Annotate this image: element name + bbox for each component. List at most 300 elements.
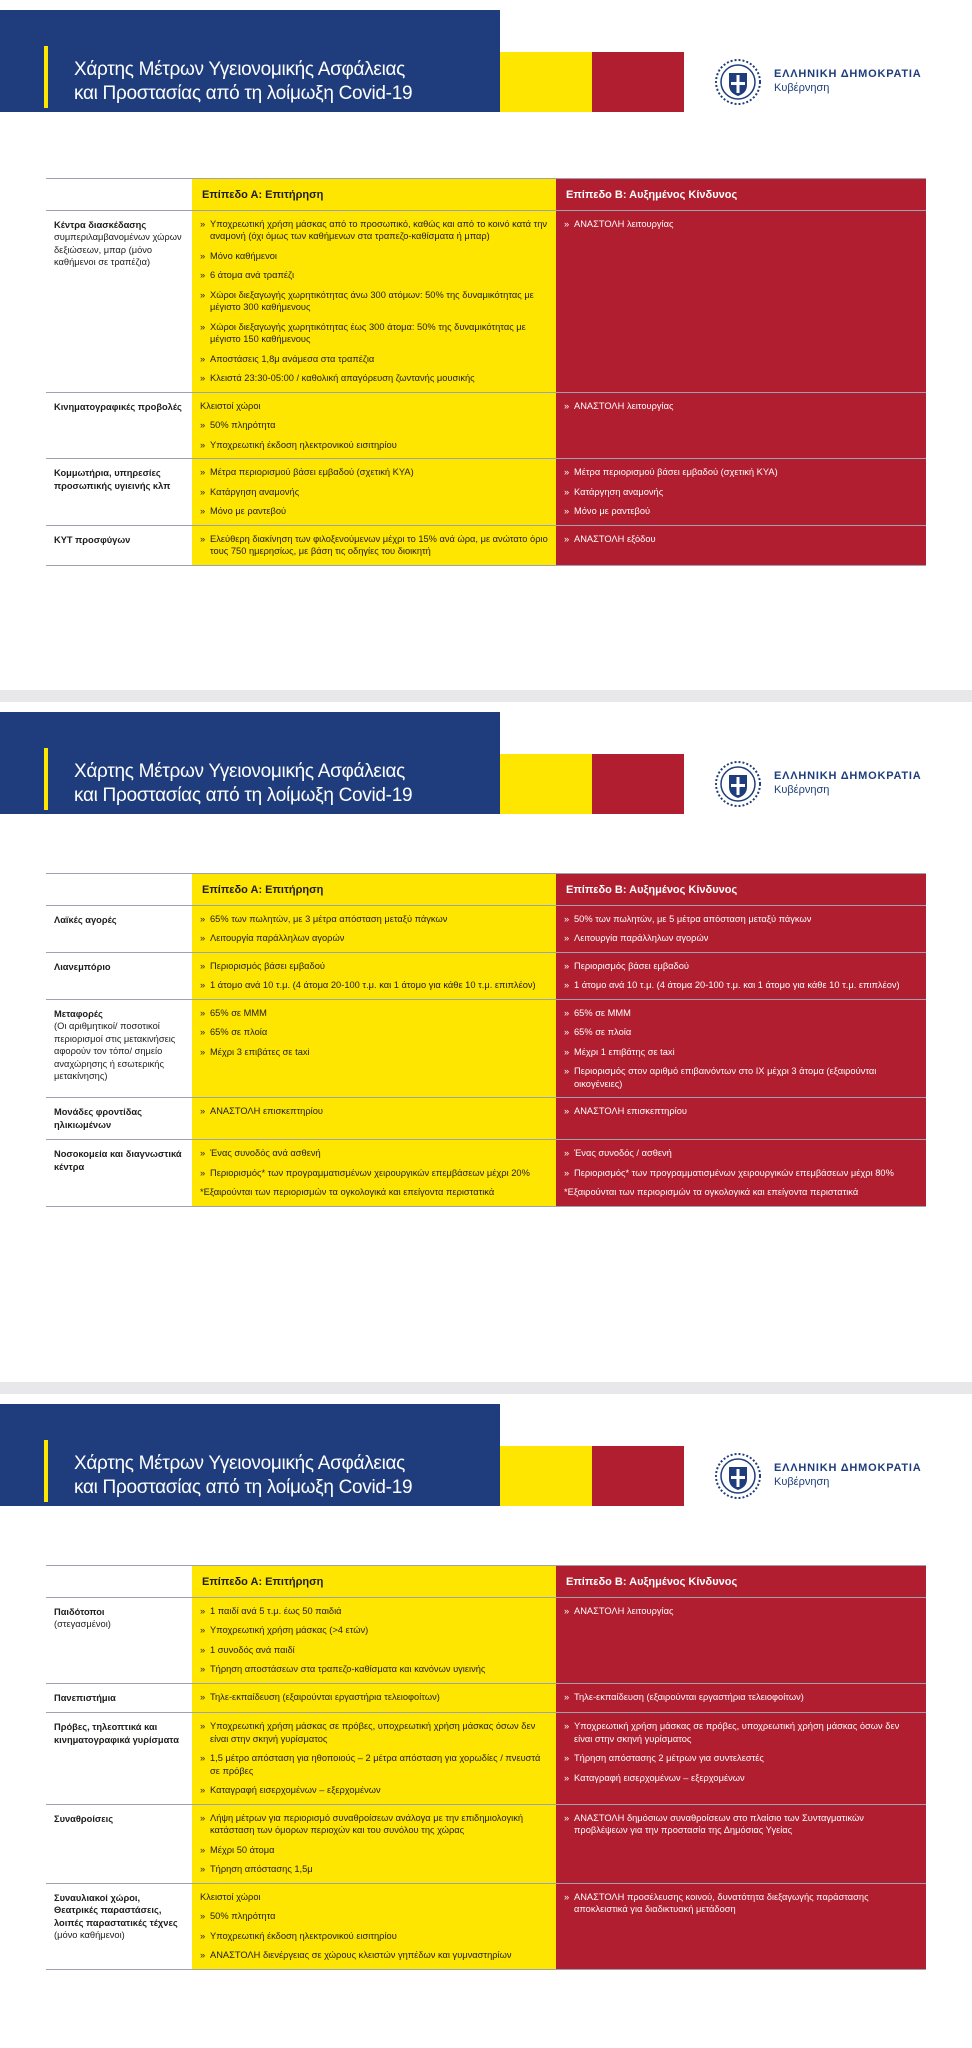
- row-sublabel: (μόνο καθήμενοι): [54, 1930, 125, 1940]
- measure-item: [564, 1167, 918, 1180]
- measure-text: Μέτρα περιορισμού βάσει εμβαδού (σχετική ΚΥΑ): [574, 467, 778, 477]
- measure-text: Χώροι διεξαγωγής χωρητικότητας άνω 300 ατόμων: 50% της δυναμικότητας με μέγιστο 300 καθήμενους: [210, 289, 534, 312]
- measure-text: 65% σε πλοία: [210, 1027, 268, 1037]
- title-line-1: Χάρτης Μέτρων Υγειονομικής Ασφάλειας: [74, 1453, 406, 1474]
- measure-text: 1 άτομο ανά 10 τ.μ. (4 άτομα 20-100 τ.μ. και 1 άτομο για κάθε 10 τ.μ. επιπλέον): [210, 980, 536, 990]
- measure-text: Περιορισμός* των προγραμματισμένων χειρουργικών επεμβάσεων μέχρι 20%: [210, 1167, 530, 1178]
- bullet-icon: »: [564, 218, 570, 229]
- measure-text: 65% σε ΜΜΜ: [574, 1007, 631, 1018]
- measure-item: [200, 372, 548, 385]
- measure-text: Τηλε-εκπαίδευση (εξαιρούνται εργαστήρια τελειοφοίτων): [210, 1691, 440, 1702]
- measure-item: [200, 419, 548, 432]
- measure-item: [564, 1065, 918, 1090]
- measure-text: 50% πληρότητα: [210, 420, 276, 430]
- measure-item: [564, 533, 918, 546]
- measure-text: Μέχρι 3 επιβάτες σε taxi: [210, 1046, 310, 1057]
- gov-line-2: Κυβέρνηση: [774, 1476, 830, 1488]
- bullet-icon: »: [564, 933, 570, 943]
- page-title: [74, 58, 494, 106]
- table-header-row: [46, 874, 926, 906]
- measure-item: [564, 1691, 918, 1704]
- measure-item: [564, 486, 918, 499]
- bullet-icon: »: [200, 486, 206, 497]
- measure-text: Υποχρεωτική χρήση μάσκας σε πρόβες, υποχρεωτική χρήση μάσκας όσων δεν είναι στην σκηνή γυρίσματος: [210, 1721, 536, 1744]
- row-label: Συναθροίσεις: [54, 1813, 114, 1824]
- measure-item: [200, 1663, 548, 1676]
- measure-item: [200, 1752, 548, 1777]
- measure-text: Λήψη μέτρων για περιορισμό συναθροίσεων ανάλογα με την επιδημιολογική κατάσταση των όμορων περιοχών και του συνόλου της χώρας: [210, 1812, 524, 1835]
- level-a-cell: [192, 1683, 556, 1713]
- bullet-icon: »: [200, 960, 206, 971]
- bullet-icon: »: [564, 1007, 570, 1018]
- measure-item: [200, 960, 548, 973]
- measure-item: [564, 466, 918, 479]
- row-label: Κινηματογραφικές προβολές: [54, 401, 182, 412]
- row-label: Μονάδες φροντίδας ηλικιωμένων: [54, 1107, 142, 1130]
- measure-text: ΑΝΑΣΤΟΛΗ εξόδου: [574, 533, 656, 544]
- measure-text: Λειτουργία παράλληλων αγορών: [574, 933, 709, 943]
- level-b-cell: [556, 1683, 926, 1713]
- header-yellow-block: [500, 1446, 592, 1506]
- measure-item: [200, 321, 548, 346]
- table-row: [46, 525, 926, 565]
- measure-text: Καταγραφή εισερχομένων – εξερχομένων: [210, 1785, 381, 1795]
- measure-item: [564, 1720, 918, 1745]
- measure-text: Περιορισμός βάσει εμβαδού: [210, 960, 325, 971]
- measure-text: Αποστάσεις 1,8μ ανάμεσα στα τραπέζια: [210, 353, 375, 364]
- measure-item: [200, 269, 548, 282]
- greek-emblem-icon: [714, 760, 762, 808]
- level-a-cell: [192, 1098, 556, 1140]
- measure-text: Μόνο με ραντεβού: [574, 506, 651, 516]
- table-row: [46, 1597, 926, 1683]
- level-a-cell: [192, 999, 556, 1098]
- bullet-icon: »: [200, 1691, 206, 1702]
- measure-text: 65% σε πλοία: [574, 1027, 632, 1037]
- measure-text: Υποχρεωτική χρήση μάσκας (>4 ετών): [210, 1625, 369, 1635]
- level-a-cell: [192, 1597, 556, 1683]
- bullet-icon: »: [200, 353, 206, 364]
- measure-item: [200, 1930, 548, 1943]
- measure-text: Περιορισμός στον αριθμό επιβαινόντων στο ΙΧ μέχρι 3 άτομα (εξαιρούνται οικογένειες): [574, 1066, 877, 1089]
- level-a-cell: [192, 1883, 556, 1969]
- level-b-header: Επίπεδο Β: Αυξημένος Κίνδυνος: [556, 179, 926, 211]
- bullet-icon: »: [564, 1148, 570, 1158]
- bullet-icon: »: [200, 373, 206, 383]
- bullet-icon: »: [564, 1066, 570, 1076]
- bullet-icon: »: [564, 1753, 570, 1763]
- bullet-icon: »: [200, 1812, 206, 1823]
- bullet-icon: »: [200, 1167, 206, 1178]
- level-a-cell: [192, 1713, 556, 1805]
- greek-emblem-icon: [714, 1452, 762, 1500]
- table-row: [46, 1804, 926, 1883]
- bullet-icon: »: [200, 1785, 206, 1795]
- measure-item: [200, 1026, 548, 1039]
- measure-item: [564, 1147, 918, 1160]
- header-yellow-block: [500, 52, 592, 112]
- measure-item: [564, 1007, 918, 1020]
- measure-item: [200, 1007, 548, 1020]
- measure-text: Ελεύθερη διακίνηση των φιλοξενούμενων μέχρι το 15% ανά ώρα, με ανώτατο όριο τους 750 ημερησίως, με βάση τις οδηγίες του διοικητή: [210, 533, 548, 556]
- measure-item: [200, 1720, 548, 1745]
- measure-text: Τήρηση απόστασης 2 μέτρων για συντελεστές: [574, 1753, 764, 1763]
- level-a-cell: [192, 459, 556, 526]
- level-a-cell: [192, 525, 556, 565]
- level-a-cell: [192, 210, 556, 392]
- measure-text: 50% πληρότητα: [210, 1911, 276, 1921]
- bullet-icon: »: [200, 1664, 206, 1674]
- bullet-icon: »: [564, 1106, 570, 1116]
- level-b-cell: [556, 1713, 926, 1805]
- row-label-cell: [46, 392, 192, 459]
- bullet-icon: »: [564, 1167, 570, 1178]
- row-label: Κομμωτήρια, υπηρεσίες προσωπικής υγιεινής κλπ: [54, 468, 171, 491]
- row-label: ΚΥΤ προσφύγων: [54, 534, 131, 545]
- header-blank-cell: [46, 179, 192, 211]
- header-accent-bar: [44, 748, 48, 810]
- bullet-icon: »: [564, 1046, 570, 1057]
- level-b-cell: [556, 1098, 926, 1140]
- row-label: Κέντρα διασκέδασης: [54, 219, 147, 230]
- measure-item: [200, 533, 548, 558]
- greek-emblem-icon: [714, 58, 762, 106]
- measure-text: Μέχρι 50 άτομα: [210, 1844, 275, 1855]
- measure-text: ΑΝΑΣΤΟΛΗ λειτουργίας: [574, 1605, 674, 1616]
- measure-item: [200, 439, 548, 452]
- header-red-block: [592, 754, 684, 814]
- header-blank-cell: [46, 874, 192, 906]
- measure-note: Κλειστοί χώροι: [200, 1891, 261, 1902]
- table-row: [46, 459, 926, 526]
- row-sublabel: (στεγασμένοι): [54, 1619, 111, 1629]
- bullet-icon: »: [200, 439, 206, 450]
- header-red-block: [592, 52, 684, 112]
- title-line-2: και Προστασίας από τη λοίμωξη Covid-19: [74, 785, 413, 806]
- row-label: Συναυλιακοί χώροι, Θεατρικές παραστάσεις, λοιπές παραστατικές τέχνες: [54, 1892, 178, 1928]
- gov-line-2: Κυβέρνηση: [774, 82, 830, 94]
- level-a-header: Επίπεδο Α: Επιτήρηση: [192, 1566, 556, 1598]
- measure-text: Περιορισμός* των προγραμματισμένων χειρουργικών επεμβάσεων μέχρι 80%: [574, 1167, 894, 1178]
- bullet-icon: »: [200, 1106, 206, 1116]
- bullet-icon: »: [564, 506, 570, 516]
- bullet-icon: »: [200, 1844, 206, 1855]
- row-label-cell: [46, 1597, 192, 1683]
- government-label: [774, 68, 921, 94]
- bullet-icon: »: [564, 1605, 570, 1616]
- bullet-icon: »: [564, 533, 570, 544]
- measure-text: ΑΝΑΣΤΟΛΗ λειτουργίας: [574, 400, 674, 411]
- measure-text: ΑΝΑΣΤΟΛΗ επισκεπτηρίου: [210, 1106, 323, 1116]
- bullet-icon: »: [200, 270, 206, 280]
- measure-text: Κατάργηση αναμονής: [574, 486, 664, 497]
- bullet-icon: »: [564, 400, 570, 411]
- row-label-cell: [46, 1098, 192, 1140]
- table-header-row: [46, 179, 926, 211]
- gov-line-1: ΕΛΛΗΝΙΚΗ ΔΗΜΟΚΡΑΤΙΑ: [774, 1462, 922, 1474]
- level-a-cell: [192, 392, 556, 459]
- measure-text: Ένας συνοδός ανά ασθενή: [210, 1148, 321, 1158]
- measure-item: [564, 960, 918, 973]
- measure-item: [200, 1105, 548, 1118]
- title-line-1: Χάρτης Μέτρων Υγειονομικής Ασφάλειας: [74, 761, 406, 782]
- measure-item: [564, 400, 918, 413]
- row-label-cell: [46, 999, 192, 1098]
- measure-item: [200, 486, 548, 499]
- measure-text: 65% των πωλητών, με 3 μέτρα απόσταση μεταξύ πάγκων: [210, 913, 448, 924]
- measure-item: [564, 932, 918, 945]
- measure-item: [564, 218, 918, 231]
- row-label: Νοσοκομεία και διαγνωστικά κέντρα: [54, 1149, 182, 1172]
- measures-table: [46, 178, 926, 566]
- bullet-icon: »: [564, 467, 570, 477]
- measure-text: Μέτρα περιορισμού βάσει εμβαδού (σχετική ΚΥΑ): [210, 467, 414, 477]
- bullet-icon: »: [200, 250, 206, 261]
- measure-item: [200, 1605, 548, 1618]
- level-a-header: Επίπεδο Α: Επιτήρηση: [192, 179, 556, 211]
- level-a-cell: [192, 905, 556, 952]
- page-3: [0, 1394, 972, 2048]
- level-b-cell: [556, 1140, 926, 1207]
- bullet-icon: »: [564, 1812, 570, 1823]
- measure-text: Τήρηση απόστασης 1,5μ: [210, 1864, 313, 1874]
- level-b-cell: [556, 525, 926, 565]
- bullet-icon: »: [200, 533, 206, 544]
- row-label-cell: [46, 1804, 192, 1883]
- measure-item: [200, 1691, 548, 1704]
- measure-item: [564, 1752, 918, 1765]
- level-b-cell: [556, 999, 926, 1098]
- table-row: [46, 210, 926, 392]
- measure-text: Ένας συνοδός / ασθενή: [574, 1148, 672, 1158]
- government-label: [774, 1462, 921, 1488]
- bullet-icon: »: [200, 1721, 206, 1731]
- page-1: [0, 0, 972, 690]
- bullet-icon: »: [564, 1891, 570, 1902]
- header-accent-bar: [44, 46, 48, 108]
- gov-line-1: ΕΛΛΗΝΙΚΗ ΔΗΜΟΚΡΑΤΙΑ: [774, 770, 922, 782]
- measure-note: Κλειστοί χώροι: [200, 400, 261, 411]
- measure-item: [564, 1026, 918, 1039]
- bullet-icon: »: [200, 467, 206, 477]
- bullet-icon: »: [200, 980, 206, 990]
- row-label: Πρόβες, τηλεοπτικά και κινηματογραφικά γυρίσματα: [54, 1722, 179, 1745]
- measure-item: [200, 1644, 548, 1657]
- measure-item: [200, 353, 548, 366]
- measure-item: [200, 1046, 548, 1059]
- measure-text: ΑΝΑΣΤΟΛΗ λειτουργίας: [574, 218, 674, 229]
- row-label-cell: [46, 210, 192, 392]
- level-b-cell: [556, 392, 926, 459]
- level-a-header: Επίπεδο Α: Επιτήρηση: [192, 874, 556, 906]
- title-line-2: και Προστασίας από τη λοίμωξη Covid-19: [74, 1477, 413, 1498]
- measure-text: 1,5 μέτρο απόσταση για ηθοποιούς – 2 μέτρα απόσταση για χορωδίες / πνευστά σε πρόβες: [210, 1753, 541, 1776]
- page-title: [74, 1452, 494, 1500]
- measure-item: [200, 1863, 548, 1876]
- measure-text: ΑΝΑΣΤΟΛΗ προσέλευσης κοινού, δυνατότητα διεξαγωγής παράστασης αποκλειστικά για διαδικτυακή μετάδοση: [574, 1891, 869, 1914]
- bullet-icon: »: [200, 1864, 206, 1874]
- row-label: Λαϊκές αγορές: [54, 914, 117, 925]
- row-label: Λιανεμπόριο: [54, 961, 111, 972]
- measure-item: [200, 1167, 548, 1180]
- measure-item: [200, 466, 548, 479]
- measure-text: 50% των πωλητών, με 5 μέτρα απόσταση μεταξύ πάγκων: [574, 913, 812, 924]
- measure-text: Περιορισμός βάσει εμβαδού: [574, 960, 689, 971]
- measure-text: 6 άτομα ανά τραπέζι: [210, 270, 295, 280]
- bullet-icon: »: [200, 1930, 206, 1941]
- header-accent-bar: [44, 1440, 48, 1502]
- bullet-icon: »: [200, 321, 206, 332]
- table-row: [46, 1713, 926, 1805]
- row-label: Μεταφορές: [54, 1008, 103, 1019]
- measure-text: ΑΝΑΣΤΟΛΗ δημόσιων συναθροίσεων στο πλαίσιο των Συνταγματικών προβλέψεων για την προστασία της Δημόσιας Υγείας: [574, 1812, 864, 1835]
- bullet-icon: »: [564, 1027, 570, 1037]
- gov-line-2: Κυβέρνηση: [774, 784, 830, 796]
- bullet-icon: »: [200, 913, 206, 924]
- measure-text: 1 άτομο ανά 10 τ.μ. (4 άτομα 20-100 τ.μ. και 1 άτομο για κάθε 10 τ.μ. επιπλέον): [574, 980, 900, 990]
- row-label-cell: [46, 1140, 192, 1207]
- measure-item: [564, 1772, 918, 1785]
- measure-item: [564, 1105, 918, 1118]
- level-b-cell: [556, 905, 926, 952]
- bullet-icon: »: [200, 1950, 206, 1960]
- measure-item: [200, 913, 548, 926]
- bullet-icon: »: [564, 913, 570, 924]
- bullet-icon: »: [564, 1721, 570, 1731]
- bullet-icon: »: [564, 980, 570, 990]
- measure-item: [200, 979, 548, 992]
- bullet-icon: »: [200, 1911, 206, 1921]
- bullet-icon: »: [200, 1148, 206, 1158]
- measure-item: [564, 979, 918, 992]
- bullet-icon: »: [564, 1691, 570, 1702]
- level-b-header: Επίπεδο Β: Αυξημένος Κίνδυνος: [556, 1566, 926, 1598]
- level-a-cell: [192, 952, 556, 999]
- measure-text: Μέχρι 1 επιβάτης σε taxi: [574, 1046, 675, 1057]
- measure-item: [564, 1891, 918, 1916]
- header-red-block: [592, 1446, 684, 1506]
- bullet-icon: »: [200, 1027, 206, 1037]
- measure-text: Μόνο με ραντεβού: [210, 506, 287, 516]
- bullet-icon: »: [564, 960, 570, 971]
- measure-item: [200, 1147, 548, 1160]
- measure-text: Υποχρεωτική έκδοση ηλεκτρονικού εισιτηρίου: [210, 439, 397, 450]
- measure-note: *Εξαιρούνται των περιορισμών τα ογκολογικά και επείγοντα περιστατικά: [564, 1187, 859, 1197]
- table-row: [46, 1140, 926, 1207]
- table-row: [46, 392, 926, 459]
- row-label-cell: [46, 1713, 192, 1805]
- level-b-cell: [556, 1804, 926, 1883]
- gov-line-1: ΕΛΛΗΝΙΚΗ ΔΗΜΟΚΡΑΤΙΑ: [774, 68, 922, 80]
- row-label-cell: [46, 1883, 192, 1969]
- level-b-cell: [556, 459, 926, 526]
- measure-item: [200, 1844, 548, 1857]
- measure-text: Τήρηση αποστάσεων στα τραπεζο-καθίσματα και κανόνων υγιεινής: [210, 1664, 486, 1674]
- government-label: [774, 770, 921, 796]
- measure-text: Καταγραφή εισερχομένων – εξερχομένων: [574, 1772, 745, 1783]
- measure-item: [564, 913, 918, 926]
- measure-text: 1 συνοδός ανά παιδί: [210, 1644, 295, 1655]
- level-b-cell: [556, 1597, 926, 1683]
- measure-item: [564, 1605, 918, 1618]
- title-line-2: και Προστασίας από τη λοίμωξη Covid-19: [74, 83, 413, 104]
- table-row: [46, 999, 926, 1098]
- measure-text: 65% σε ΜΜΜ: [210, 1007, 267, 1018]
- measure-item: [200, 289, 548, 314]
- row-label-cell: [46, 952, 192, 999]
- row-label-cell: [46, 525, 192, 565]
- measure-item: [200, 1812, 548, 1837]
- row-label: Πανεπιστήμια: [54, 1692, 116, 1703]
- bullet-icon: »: [200, 506, 206, 516]
- row-label-cell: [46, 1683, 192, 1713]
- bullet-icon: »: [200, 289, 206, 300]
- page-title: [74, 760, 494, 808]
- measure-text: Κλειστά 23:30-05:00 / καθολική απαγόρευση ζωντανής μουσικής: [210, 373, 475, 383]
- row-label-cell: [46, 459, 192, 526]
- table-row: [46, 952, 926, 999]
- measure-item: [564, 1812, 918, 1837]
- measure-text: Υποχρεωτική χρήση μάσκας από το προσωπικό, καθώς και από το κοινό κατά την αναμονή (όχι όμως των καθήμενων στα τραπεζο-καθίσματα ή μπαρ): [210, 218, 548, 241]
- row-label-cell: [46, 905, 192, 952]
- header-yellow-block: [500, 754, 592, 814]
- measure-item: [200, 1910, 548, 1923]
- level-b-cell: [556, 210, 926, 392]
- header-blank-cell: [46, 1566, 192, 1598]
- level-b-header: Επίπεδο Β: Αυξημένος Κίνδυνος: [556, 874, 926, 906]
- measures-table: [46, 1565, 926, 1970]
- level-b-cell: [556, 952, 926, 999]
- bullet-icon: »: [564, 1772, 570, 1783]
- row-label: Παιδότοποι: [54, 1606, 105, 1617]
- level-a-cell: [192, 1804, 556, 1883]
- measure-text: Χώροι διεξαγωγής χωρητικότητας έως 300 άτομα: 50% της δυναμικότητας με μέγιστο 150 καθήμενους: [210, 321, 526, 344]
- table-header-row: [46, 1566, 926, 1598]
- bullet-icon: »: [564, 486, 570, 497]
- bullet-icon: »: [200, 420, 206, 430]
- measure-text: Υποχρεωτική χρήση μάσκας σε πρόβες, υποχρεωτική χρήση μάσκας όσων δεν είναι στην σκηνή γυρίσματος: [574, 1721, 900, 1744]
- table-row: [46, 905, 926, 952]
- bullet-icon: »: [200, 1046, 206, 1057]
- title-line-1: Χάρτης Μέτρων Υγειονομικής Ασφάλειας: [74, 59, 406, 80]
- table-row: [46, 1098, 926, 1140]
- bullet-icon: »: [200, 1644, 206, 1655]
- row-sublabel: (Οι αριθμητικοί/ ποσοτικοί περιορισμοί στις μετακινήσεις αφορούν τον τόπο/ σημείο αναχώρησης ή εσωτερικής μετακίνησης): [54, 1021, 176, 1081]
- row-sublabel: συμπεριλαμβανομένων χώρων δεξιώσεων, μπαρ (μόνο καθήμενοι σε τραπέζια): [54, 232, 182, 267]
- measure-item: [200, 1624, 548, 1637]
- measure-text: Υποχρεωτική έκδοση ηλεκτρονικού εισιτηρίου: [210, 1930, 397, 1941]
- measure-text: Λειτουργία παράλληλων αγορών: [210, 933, 345, 943]
- level-b-cell: [556, 1883, 926, 1969]
- measure-item: [200, 1949, 548, 1962]
- table-row: [46, 1683, 926, 1713]
- bullet-icon: »: [200, 1007, 206, 1018]
- measure-text: ΑΝΑΣΤΟΛΗ διενέργειας σε χώρους κλειστών γηπέδων και γυμναστηρίων: [210, 1950, 512, 1960]
- measure-item: [200, 250, 548, 263]
- measure-text: 1 παιδί ανά 5 τ.μ. έως 50 παιδιά: [210, 1605, 342, 1616]
- bullet-icon: »: [200, 1605, 206, 1616]
- measure-note: *Εξαιρούνται των περιορισμών τα ογκολογικά και επείγοντα περιστατικά: [200, 1187, 495, 1197]
- bullet-icon: »: [200, 218, 206, 229]
- bullet-icon: »: [200, 933, 206, 943]
- measure-item: [564, 505, 918, 518]
- level-a-cell: [192, 1140, 556, 1207]
- page-2: [0, 702, 972, 1382]
- measure-text: Μόνο καθήμενοι: [210, 250, 277, 261]
- measure-text: Τηλε-εκπαίδευση (εξαιρούνται εργαστήρια τελειοφοίτων): [574, 1691, 804, 1702]
- measure-item: [200, 218, 548, 243]
- bullet-icon: »: [200, 1753, 206, 1763]
